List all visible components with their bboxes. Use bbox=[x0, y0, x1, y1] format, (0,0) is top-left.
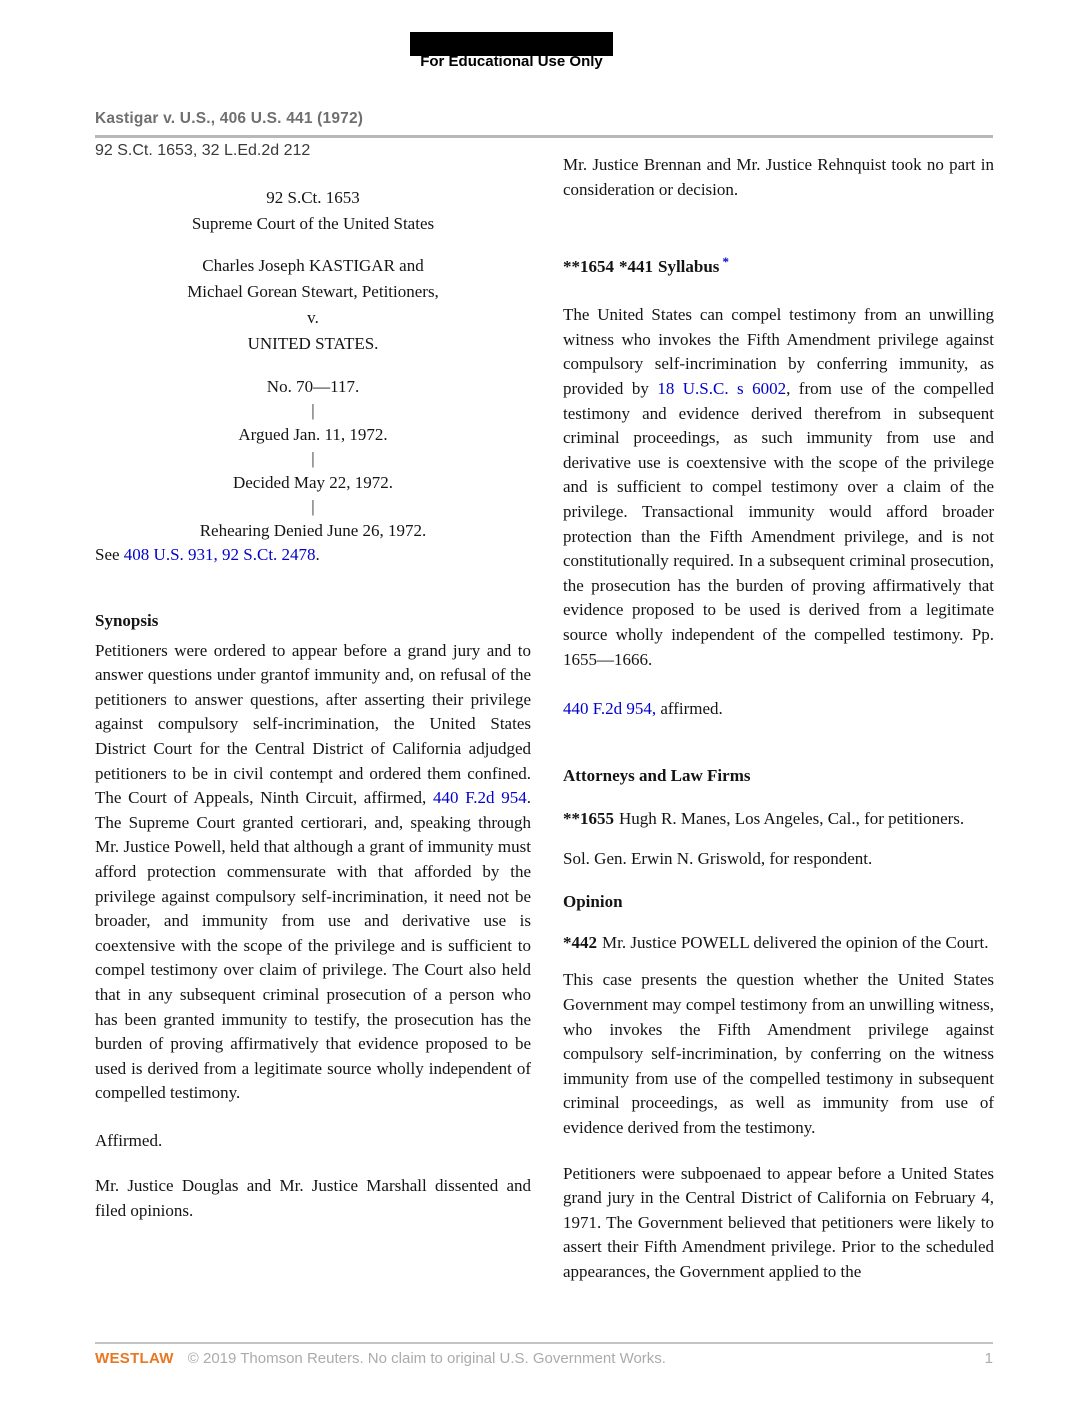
synopsis-heading: Synopsis bbox=[95, 610, 159, 630]
synopsis-case-link[interactable]: 440 F.2d 954 bbox=[432, 788, 527, 808]
page-number: 1 bbox=[984, 1350, 993, 1367]
educational-use-banner: For Educational Use Only bbox=[420, 53, 603, 70]
synopsis-text-1: Petitioners were ordered to appear before a grand jury and to answer questions under grantof immunity and, on refusal of the petitioners to answer questions, after asserting their privilege against compulsory self-incrimination, the United States District Court for the Central District of California adjudged petitioners to be in civil contempt and ordered them confined. The Court of Appeals, Ninth Circuit, affirmed, bbox=[95, 640, 531, 808]
decided-date: Decided May 22, 1972. bbox=[232, 473, 394, 492]
no-part-paragraph: Mr. Justice Brennan and Mr. Justice Rehnquist took no part in consideration or decision. bbox=[563, 155, 994, 199]
right-column bbox=[563, 150, 994, 1285]
syllabus-label: Syllabus bbox=[658, 257, 720, 277]
us-page-ref: *442 bbox=[563, 932, 597, 952]
statute-link[interactable]: 18 U.S.C. s 6002 bbox=[657, 378, 787, 398]
reporter-page-ref: **1655 bbox=[563, 808, 614, 828]
attorneys-heading: Attorneys and Law Firms bbox=[563, 765, 751, 785]
syllabus-heading bbox=[563, 254, 994, 280]
attorney-line-2: Sol. Gen. Erwin N. Griswold, for respondent. bbox=[563, 849, 873, 869]
see-also-suffix: . bbox=[315, 545, 320, 564]
syllabus-text-2: , from use of the compelled testimony and evidence derived therefrom in subsequent criminal proceedings, as such immunity from use and derivative use is coextensive with the scope of the privilege and is sufficient to compel testimony over a claim of the privilege. Transactional immunity would afford broader protection than the Fifth Amendment privilege, and is not constitutionally required. In a subsequent criminal prosecution, the prosecution has the burden of proving affirmatively that evidence proposed to be used is derived from a legitimate source wholly independent of the compelled testimony. Pp. 1655—1666. bbox=[563, 378, 994, 669]
case-title: Kastigar v. U.S., 406 U.S. 441 (1972) bbox=[95, 110, 364, 127]
westlaw-logo: WESTLAW bbox=[95, 1350, 174, 1367]
attorney-line-1 bbox=[563, 807, 994, 832]
versus-line: v. bbox=[307, 308, 319, 327]
reporter-citation: 92 S.Ct. 1653 bbox=[266, 188, 360, 207]
attorney-1-text: Hugh R. Manes, Los Angeles, Cal., for petitioners. bbox=[619, 808, 965, 828]
see-also-prefix: See bbox=[95, 545, 124, 564]
case-caption bbox=[95, 185, 531, 543]
syllabus-text-1: The United States can compel testimony from an unwilling witness who invokes the Fifth Amendment privilege against compulsory self-incrimination by conferring immunity, as provided by bbox=[563, 305, 994, 398]
synopsis-paragraph bbox=[95, 639, 531, 1106]
page-footer bbox=[95, 1350, 993, 1367]
syllabus-paragraph bbox=[563, 303, 994, 672]
opinion-opening bbox=[563, 931, 994, 956]
affirmed-suffix: affirmed. bbox=[656, 699, 723, 719]
see-also-citation-link[interactable]: 408 U.S. 931, 92 S.Ct. 2478 bbox=[123, 545, 316, 564]
petitioner-line-2: Michael Gorean Stewart, Petitioners, bbox=[187, 282, 439, 301]
petitioner-line-1: Charles Joseph KASTIGAR and bbox=[202, 256, 424, 275]
docket-number: No. 70—117. bbox=[266, 377, 360, 396]
opinion-paragraph-2: Petitioners were subpoenaed to appear before a United States grand jury in the Central District of California on February 4, 1971. The Government believed that petitioners were likely to assert their Fifth Amendment privilege. Prior to the scheduled appearances, the Government applied to the bbox=[563, 1163, 994, 1281]
reporter-page-ref: **1654 bbox=[563, 257, 614, 277]
opinion-opening-text: Mr. Justice POWELL delivered the opinion of the Court. bbox=[602, 932, 989, 952]
affirmed-line: Affirmed. bbox=[95, 1130, 163, 1150]
copyright-notice: © 2019 Thomson Reuters. No claim to original U.S. Government Works. bbox=[187, 1350, 666, 1367]
opinion-heading: Opinion bbox=[563, 891, 623, 911]
footer-divider bbox=[95, 1342, 993, 1344]
dissent-line: Mr. Justice Douglas and Mr. Justice Marshall dissented and filed opinions. bbox=[95, 1176, 531, 1221]
argued-date: Argued Jan. 11, 1972. bbox=[238, 425, 388, 444]
syllabus-footnote-link[interactable]: * bbox=[722, 253, 729, 269]
us-page-ref: *441 bbox=[619, 257, 653, 277]
left-column bbox=[95, 185, 531, 1224]
caption-separator: | bbox=[311, 401, 315, 420]
caption-separator: | bbox=[311, 449, 315, 468]
case-citation: 92 S.Ct. 1653, 32 L.Ed.2d 212 bbox=[95, 142, 311, 159]
header-divider bbox=[95, 135, 993, 138]
opinion-paragraph-1: This case presents the question whether the United States Government may compel testimony from an unwilling witness, who invokes the Fifth Amendment privilege against compulsory self-incrimination, by conferring on the witness immunity from use of the compelled testimony in subsequent criminal proceedings, as well as immunity from use of evidence derived from the testimony. bbox=[563, 970, 994, 1138]
rehearing-date: Rehearing Denied June 26, 1972. bbox=[199, 521, 427, 540]
f2d-citation-link[interactable]: 440 F.2d 954, bbox=[563, 699, 657, 719]
court-name: Supreme Court of the United States bbox=[191, 214, 435, 233]
respondent-line: UNITED STATES. bbox=[247, 334, 379, 353]
caption-separator: | bbox=[311, 497, 315, 516]
see-also-line bbox=[95, 543, 531, 568]
synopsis-text-2: . The Supreme Court granted certiorari, and, speaking through Mr. Justice Powell, held that although a grant of immunity must afford protection commensurate with that afforded by the privilege against compulsory self-incrimination, it need not be broader, and immunity from use and derivative use is coextensive with the scope of the privilege and is sufficient to compel testimony over claim of privilege. The Court also held that in any subsequent criminal prosecution of a person who has been granted immunity to testify, the prosecution has the burden of proving affirmatively that evidence proposed to be used is derived from a legitimate source wholly independent of compelled testimony. bbox=[95, 788, 532, 1103]
affirmed-citation-line bbox=[563, 697, 994, 722]
